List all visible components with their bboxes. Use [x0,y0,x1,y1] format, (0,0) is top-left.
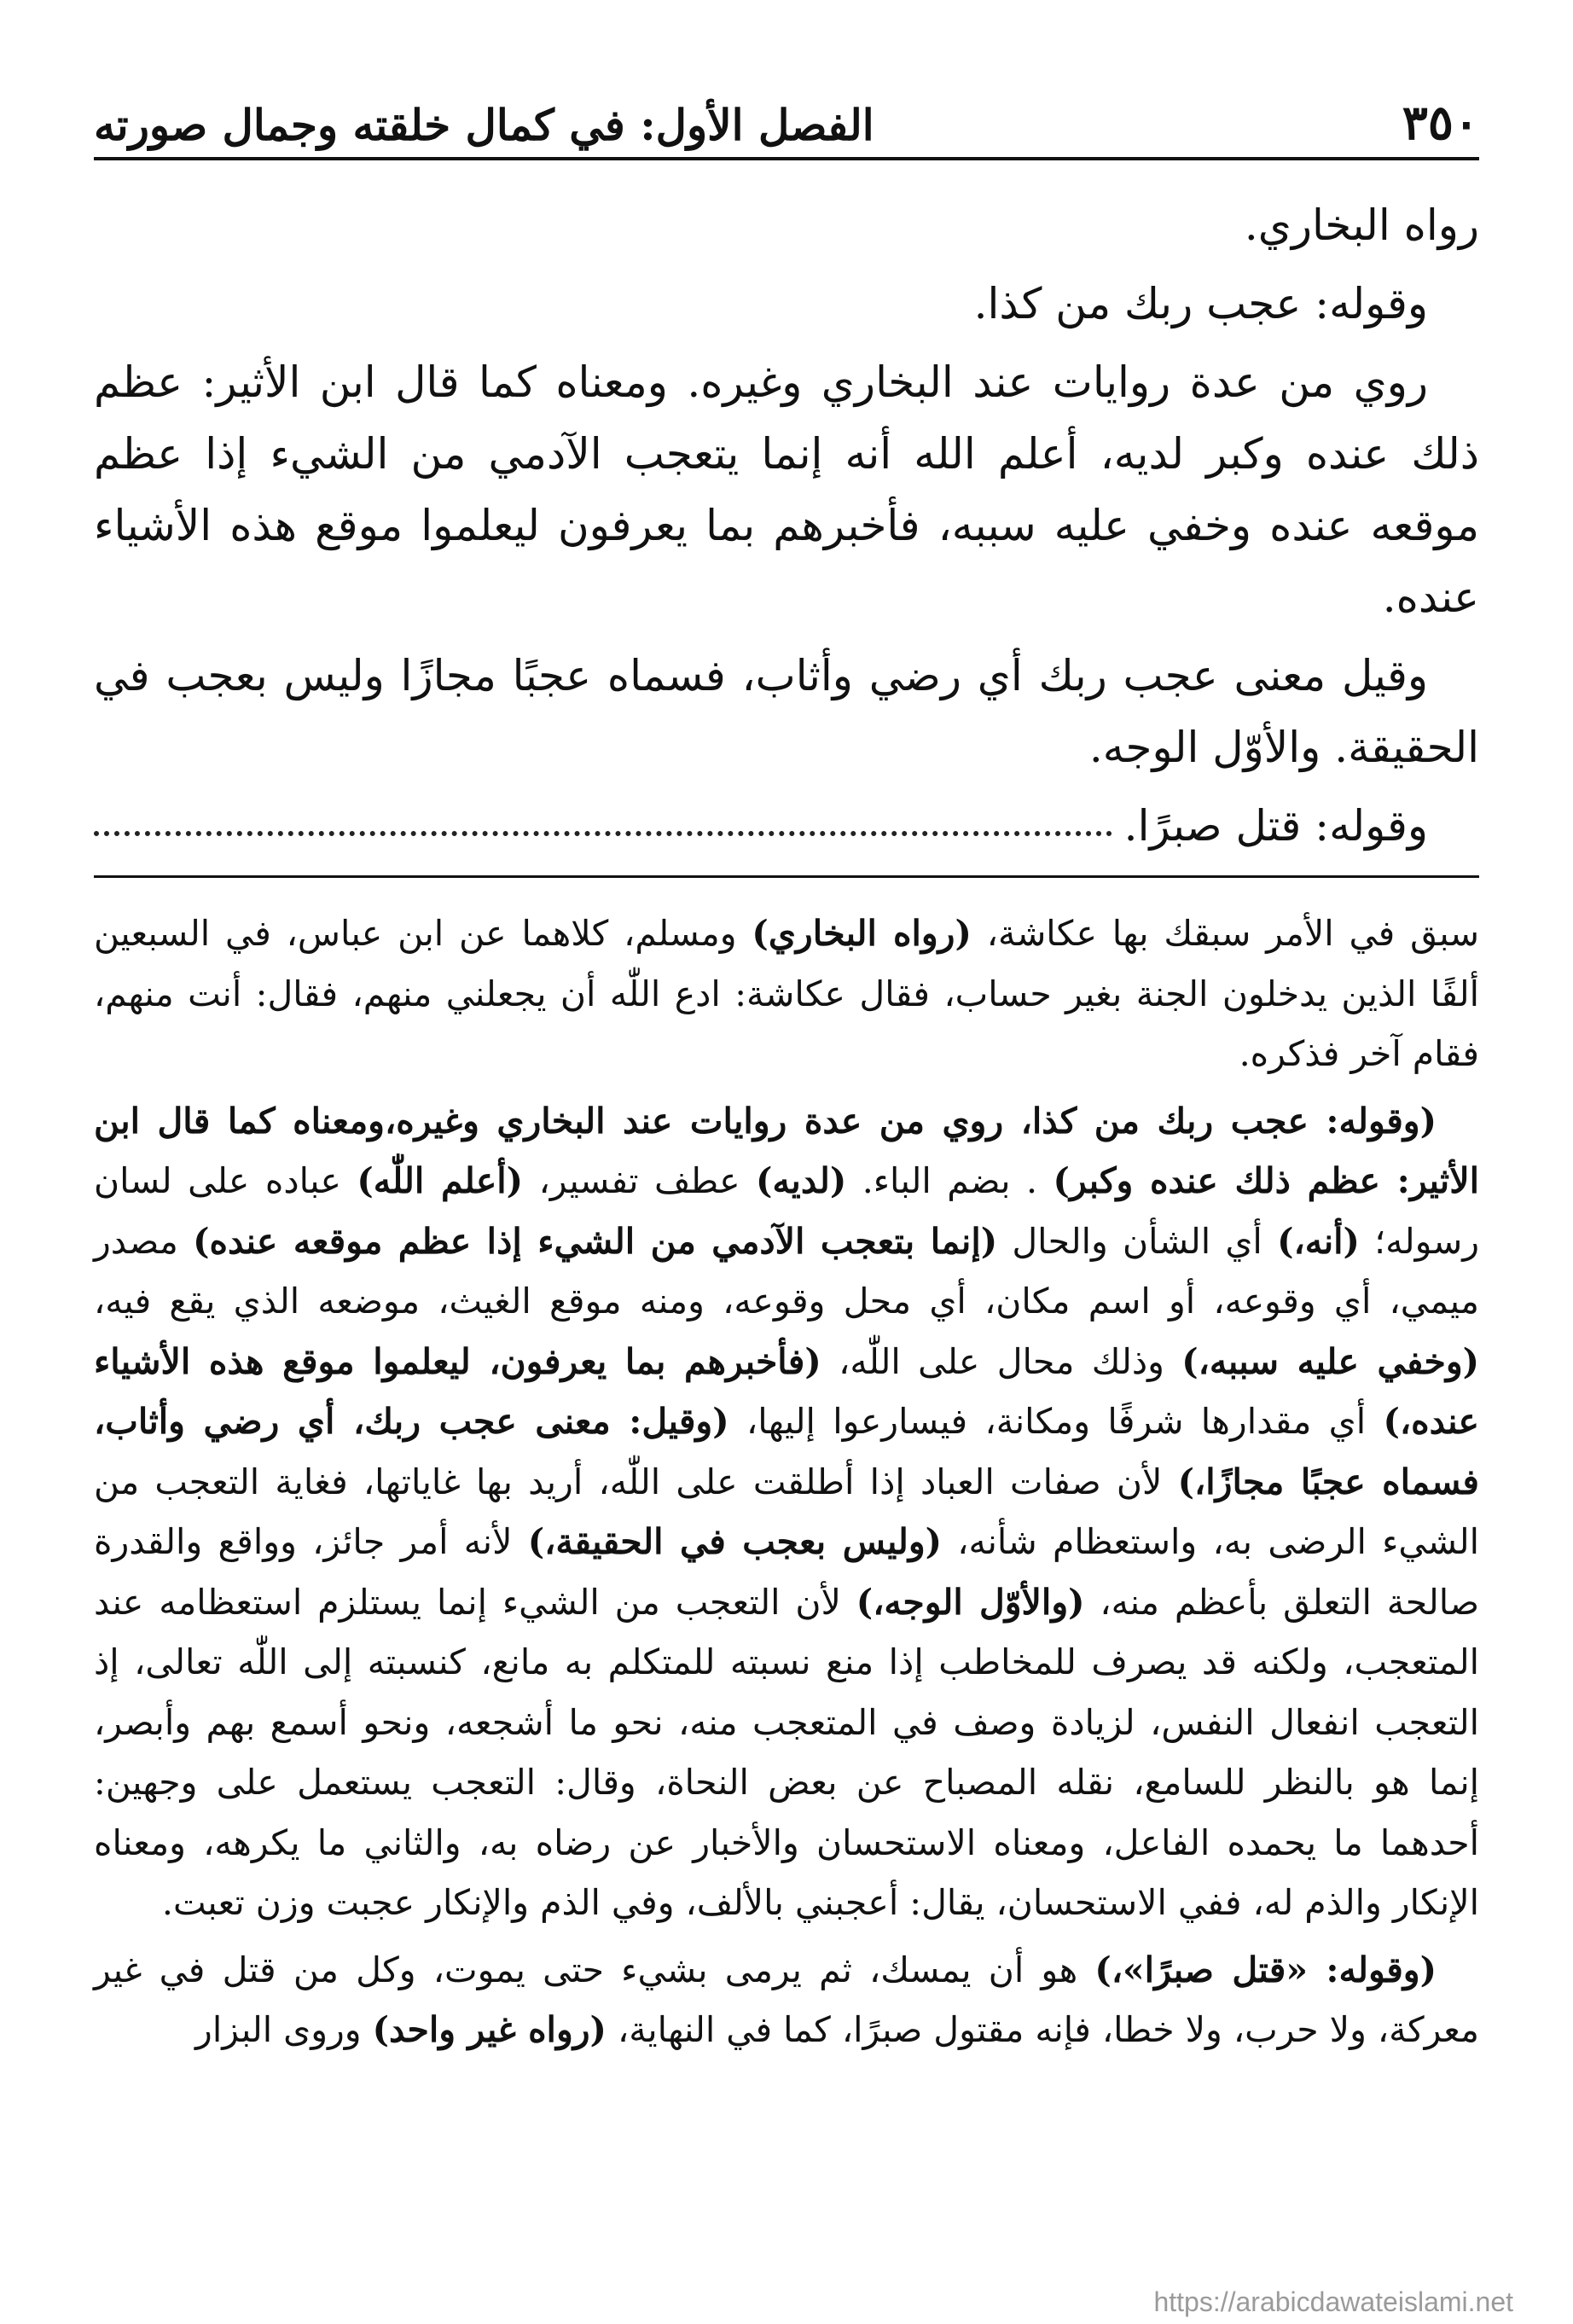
divider-rule [94,875,1479,878]
main-text [94,189,1479,862]
page-number: ٣٥٠ [1402,95,1479,151]
commentary-bold-run: (وقوله: عجب ربك من كذا، روي من عدة روايات عند البخاري وغيره،ومعناه كما قال ابن الأثير: عظم ذلك عنده وكبر) [94,1100,1479,1201]
dotted-leader [94,831,1112,836]
commentary-text-run: لأنه أمر جائز، وواقع والقدرة صالحة التعلق بأعظم منه، [94,1521,1480,1623]
commentary-bold-run: (فأخبرهم بما يعرفون، ليعلموا موقع هذه الأشياء عنده،) [94,1340,1479,1442]
page-header [94,68,1479,160]
commentary-text-run: هو أن يمسك، ثم يرمى بشيء حتى يموت، وكل من قتل في غير معركة، ولا حرب، ولا خطا، فإنه مقتول صبرًا، كما في النهاية، [94,1949,1479,2050]
commentary-bold-run: (والأوّل الوجه،) [856,1581,1085,1623]
main-paragraph-2: وقوله: عجب ربك من كذا. [973,279,1428,328]
commentary-text-run: سبق في الأمر سبقك بها عكاشة، [971,913,1479,954]
commentary-text-run: وروى البزار [195,2009,373,2050]
commentary-bold-run: (وليس بعجب في الحقيقة،) [527,1521,943,1562]
commentary-text-run: وذلك محال على اللّٰه، [821,1340,1182,1382]
commentary-paragraph-3 [94,1940,1479,2060]
commentary-text-run: أي الشأن والحال [997,1220,1278,1262]
commentary-text-run: مصدر ميمي، أي وقوعه، أو اسم مكان، أي محل وقوعه، ومنه موقع الغيث، موضعه الذي يقع فيه، [94,1220,1479,1322]
commentary-text-run: لأن صفات العباد إذا أطلقت على اللّٰه، أريد بها غاياتها، فغاية التعجب من الشيء الرضى به، واستعظام شأنه، [94,1461,1479,1562]
commentary-text-run: أي مقدارها شرفًا ومكانة، فيسارعوا إليها، [728,1401,1384,1442]
commentary-bold-run: (إنما بتعجب الآدمي من الشيء إذا عظم موقعه عنده) [193,1220,998,1262]
commentary-paragraph-1 [94,903,1479,1084]
commentary-text-run: ومسلم، كلاهما عن ابن عباس، في السبعين ألفًا الذين يدخلون الجنة بغير حساب، فقال عكاشة: ادع اللّٰه أن يجعلني منهم، فقال: أنت منهم، فقام آخر فذكره. [94,913,1479,1074]
commentary-bold-run: (وخفي عليه سببه،) [1181,1340,1480,1382]
commentary-paragraph-2 [94,1091,1479,1933]
main-paragraph-5 [94,790,1479,862]
commentary-text-run: . بضم الباء. [846,1160,1054,1201]
book-page [94,68,1479,2252]
watermark-url: https://arabicdawateislami.net [1153,2286,1513,2317]
main-paragraph-3: روي من عدة روايات عند البخاري وغيره. ومعناه كما قال ابن الأثير: عظم ذلك عنده وكبر لديه، أعلم الله أنه إنما يتعجب الآدمي من الشيء إذا عظم موقعه عنده وخفي عليه سببه، فأخبرهم بما يعرفون ليعلموا موقع هذه الأشياء عنده. [94,357,1479,622]
commentary-text [94,903,1479,2060]
main-paragraph-5-text: وقوله: قتل صبرًا. [1123,801,1428,851]
commentary-text-run: عباده على لسان رسوله؛ [94,1160,1479,1262]
commentary-bold-run: (وقوله: «قتل صبرًا»،) [1094,1949,1437,1990]
main-paragraph-4: وقيل معنى عجب ربك أي رضي وأثاب، فسماه عجبًا مجازًا وليس بعجب في الحقيقة. والأوّل الوجه. [94,651,1479,772]
main-paragraph-1: رواه البخاري. [1244,200,1479,250]
commentary-bold-run: (أنه،) [1277,1220,1360,1262]
commentary-bold-run: (لديه) [756,1160,847,1201]
commentary-bold-run: (رواه البخاري) [752,913,972,954]
commentary-text-run: لأن التعجب من الشيء إنما يستلزم استعظامه عند المتعجب، ولكنه قد يصرف للمخاطب إذا منع نسبته للمتكلم به مانع، كنسبته إلى اللّٰه تعالى، إذ التعجب انفعال النفس، لزيادة وصف في المتعجب منه، نحو ما أشجعه، ونحو أسمع بهم وأبصر، إنما هو بالنظر للسامع، نقله المصباح عن بعض النحاة، وقال: التعجب يستعمل على وجهين: أحدهما ما يحمده الفاعل، ومعناه الاستحسان والأخبار عن رضاه به، والثاني ما يكرهه، ومعناه الإنكار والذم له، ففي الاستحسان، يقال: أعجبني بالألف، وفي الذم والإنكار عجبت وزن تعبت. [94,1581,1479,1923]
commentary-text-run: عطف تفسير، [523,1160,757,1201]
running-title: الفصل الأول: في كمال خلقته وجمال صورته [94,100,874,150]
commentary-bold-run: (أعلم اللّٰه) [357,1160,524,1201]
commentary-bold-run: (رواه غير واحد) [372,2009,607,2050]
commentary-bold-run: (وقيل: معنى عجب ربك، أي رضي وأثاب، فسماه عجبًا مجازًا،) [94,1401,1480,1502]
